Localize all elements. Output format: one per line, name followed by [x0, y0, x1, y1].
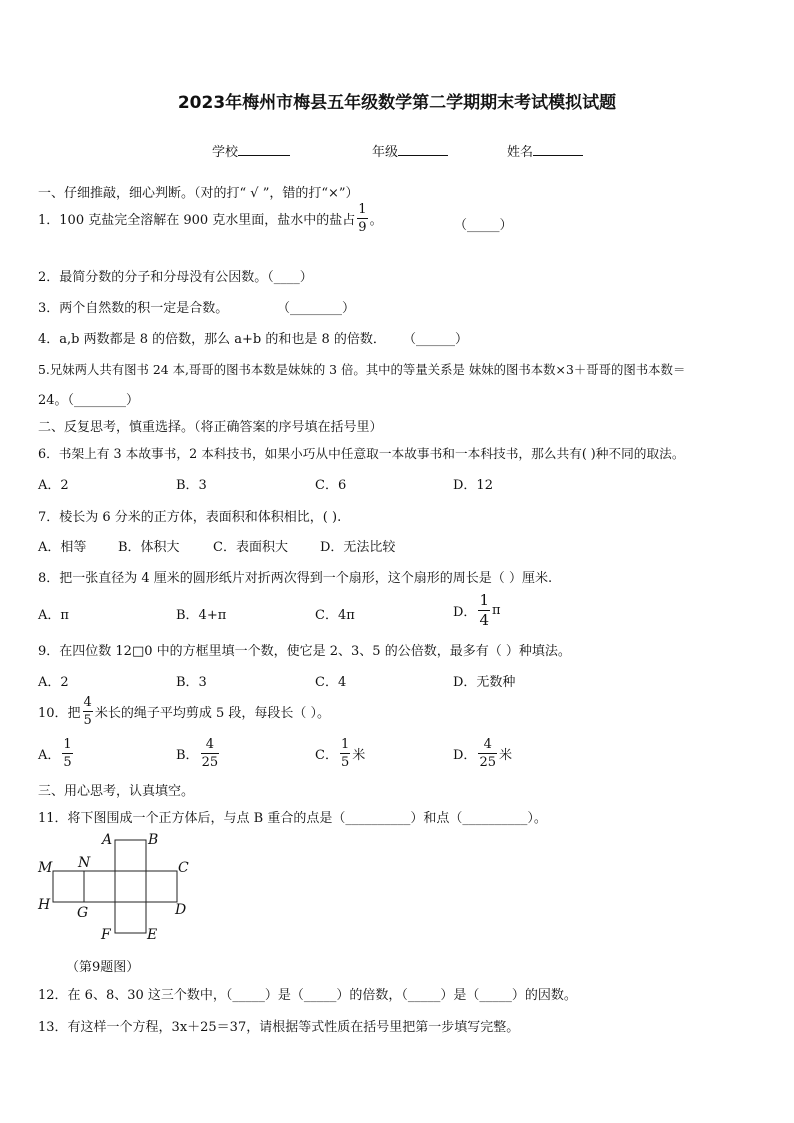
net-square-top: [115, 840, 146, 871]
q7-option-b[interactable]: B．体积大: [118, 540, 180, 555]
figure-caption: （第9题图）: [66, 960, 140, 975]
point-label-d: D: [175, 902, 187, 918]
q10-b-fraction: [201, 738, 220, 769]
q8-option-b[interactable]: B．4+π: [176, 608, 227, 623]
q10-suffix: 米长的绳子平均剪成 5 段，每段长（ ）。: [94, 706, 330, 721]
grade-blank[interactable]: [398, 143, 448, 156]
q10-a-numerator: 1: [63, 737, 72, 752]
q10-c-numerator: 1: [340, 737, 350, 752]
q8-d-numerator: 1: [479, 591, 489, 609]
name-blank[interactable]: [533, 143, 583, 156]
question-7: 7．棱长为 6 分米的正方体，表面积和体积相比，( ).: [38, 510, 342, 525]
cube-net-svg: [30, 830, 200, 948]
q8-option-d[interactable]: [453, 593, 501, 628]
q10-d-fraction: [478, 738, 497, 769]
question-13: 13．有这样一个方程，3x＋25＝37，请根据等式性质在括号里把第一步填写完整。: [38, 1020, 520, 1035]
question-12: 12．在 6、8、30 这三个数中，（_____）是（_____）的倍数，（_____）是（_____）的因数。: [38, 988, 577, 1003]
question-5-line-2: 24。（________）: [38, 393, 140, 408]
q10-b-denominator: 25: [201, 755, 219, 770]
q10-b-numerator: 4: [205, 737, 214, 752]
question-3: 3．两个自然数的积一定是合数。: [38, 301, 229, 316]
q8-option-d-label: D．: [453, 605, 477, 620]
q10-fraction: [83, 696, 93, 727]
question-9: 9．在四位数 12□0 中的方框里填一个数，使它是 2、3、5 的公倍数，最多有（ ）种填法。: [38, 644, 571, 659]
q1-denominator: 9: [358, 220, 367, 235]
q10-numerator: 4: [83, 695, 92, 710]
point-label-f: F: [101, 927, 111, 943]
q9-option-b[interactable]: B．3: [176, 675, 207, 690]
q6-option-b[interactable]: B．3: [176, 478, 207, 493]
q10-a-fraction: [62, 738, 72, 769]
net-square-left-mid: [84, 871, 115, 902]
q1-tail: 。: [369, 213, 383, 228]
q9-option-d[interactable]: D．无数种: [453, 675, 516, 690]
point-label-e: E: [147, 927, 158, 943]
q9-option-a[interactable]: A．2: [38, 675, 69, 690]
q8-option-d-fraction: [478, 593, 490, 628]
q6-option-a[interactable]: A．2: [38, 478, 69, 493]
q8-option-d-suffix: π: [491, 603, 501, 618]
q1-fraction: [357, 203, 367, 234]
net-square-bottom: [115, 902, 146, 933]
school-label: 学校: [212, 145, 239, 160]
cube-net-figure: [30, 830, 200, 948]
q10-a-label: A．: [38, 748, 61, 763]
q4-answer-paren[interactable]: （______）: [403, 332, 469, 347]
q10-d-unit: 米: [498, 748, 512, 763]
q10-option-b[interactable]: [176, 738, 221, 769]
q1-answer-paren[interactable]: （_____）: [454, 218, 513, 233]
q10-c-unit: 米: [352, 748, 366, 763]
section-2-heading: 二、反复思考，慎重选择。（将正确答案的序号填在括号里）: [38, 420, 383, 435]
name-field[interactable]: [507, 141, 583, 160]
q10-prefix: 10．把: [38, 706, 81, 721]
q10-b-label: B．: [176, 748, 199, 763]
question-5-line-1: 5.兄妹两人共有图书 24 本,哥哥的图书本数是妹妹的 3 倍。其中的等量关系是 妹妹的图书本数×3＋哥哥的图书本数＝: [38, 362, 686, 377]
q10-c-label: C．: [315, 748, 338, 763]
q7-option-d[interactable]: D．无法比较: [320, 540, 396, 555]
q10-d-denominator: 25: [479, 755, 496, 770]
q8-d-denominator: 4: [479, 611, 489, 629]
question-11: 11．将下图围成一个正方体后，与点 B 重合的点是（__________）和点（__________）。: [38, 811, 547, 826]
q6-option-c[interactable]: C．6: [315, 478, 347, 493]
q7-option-a[interactable]: A．相等: [38, 540, 87, 555]
net-square-left: [53, 871, 84, 902]
q8-option-a[interactable]: A．π: [38, 608, 69, 623]
q10-option-d[interactable]: [453, 738, 512, 769]
q9-option-c[interactable]: C．4: [315, 675, 347, 690]
page-title: 2023年梅州市梅县五年级数学第二学期期末考试模拟试题: [177, 93, 617, 113]
grade-field[interactable]: [372, 141, 448, 160]
q10-d-numerator: 4: [483, 737, 492, 752]
net-square-right: [146, 871, 177, 902]
question-2: 2．最简分数的分子和分母没有公因数。（____）: [38, 270, 313, 285]
school-field[interactable]: [212, 141, 290, 160]
point-label-n: N: [78, 855, 91, 871]
point-label-a: A: [102, 832, 113, 848]
question-6: 6．书架上有 3 本故事书，2 本科技书，如果小巧从中任意取一本故事书和一本科技书，那么共有( )种不同的取法。: [38, 446, 685, 461]
question-1: [38, 203, 383, 234]
q10-option-c[interactable]: [315, 738, 365, 769]
q1-numerator: 1: [358, 202, 367, 217]
question-10: [38, 696, 330, 727]
question-4: 4．a,b 两数都是 8 的倍数，那么 a+b 的和也是 8 的倍数．: [38, 332, 386, 347]
q8-option-c[interactable]: C．4π: [315, 608, 355, 623]
point-label-g: G: [77, 905, 89, 921]
school-blank[interactable]: [238, 143, 290, 156]
q7-option-c[interactable]: C．表面积大: [213, 540, 288, 555]
q10-c-fraction: [340, 738, 350, 769]
name-label: 姓名: [507, 145, 534, 160]
point-label-m: M: [38, 860, 53, 876]
point-label-h: H: [38, 897, 51, 913]
point-label-b: B: [148, 832, 159, 848]
section-1-heading: 一、仔细推敲，细心判断。（对的打“ √ ”，错的打“×”）: [38, 186, 359, 201]
net-square-center: [115, 871, 146, 902]
q10-denominator: 5: [83, 713, 92, 728]
q10-a-denominator: 5: [63, 755, 72, 770]
q10-option-a[interactable]: [38, 738, 75, 769]
question-8: 8．把一张直径为 4 厘米的圆形纸片对折两次得到一个扇形，这个扇形的周长是（ ）厘米.: [38, 571, 553, 586]
q1-text: 1．100 克盐完全溶解在 900 克水里面，盐水中的盐占: [38, 213, 356, 228]
q10-c-denominator: 5: [340, 755, 350, 770]
grade-label: 年级: [372, 145, 399, 160]
point-label-c: C: [178, 860, 189, 876]
q10-d-label: D．: [453, 748, 477, 763]
q6-option-d[interactable]: D．12: [453, 478, 493, 493]
section-3-heading: 三、用心思考，认真填空。: [38, 784, 195, 799]
q3-answer-paren[interactable]: （________）: [277, 301, 356, 316]
